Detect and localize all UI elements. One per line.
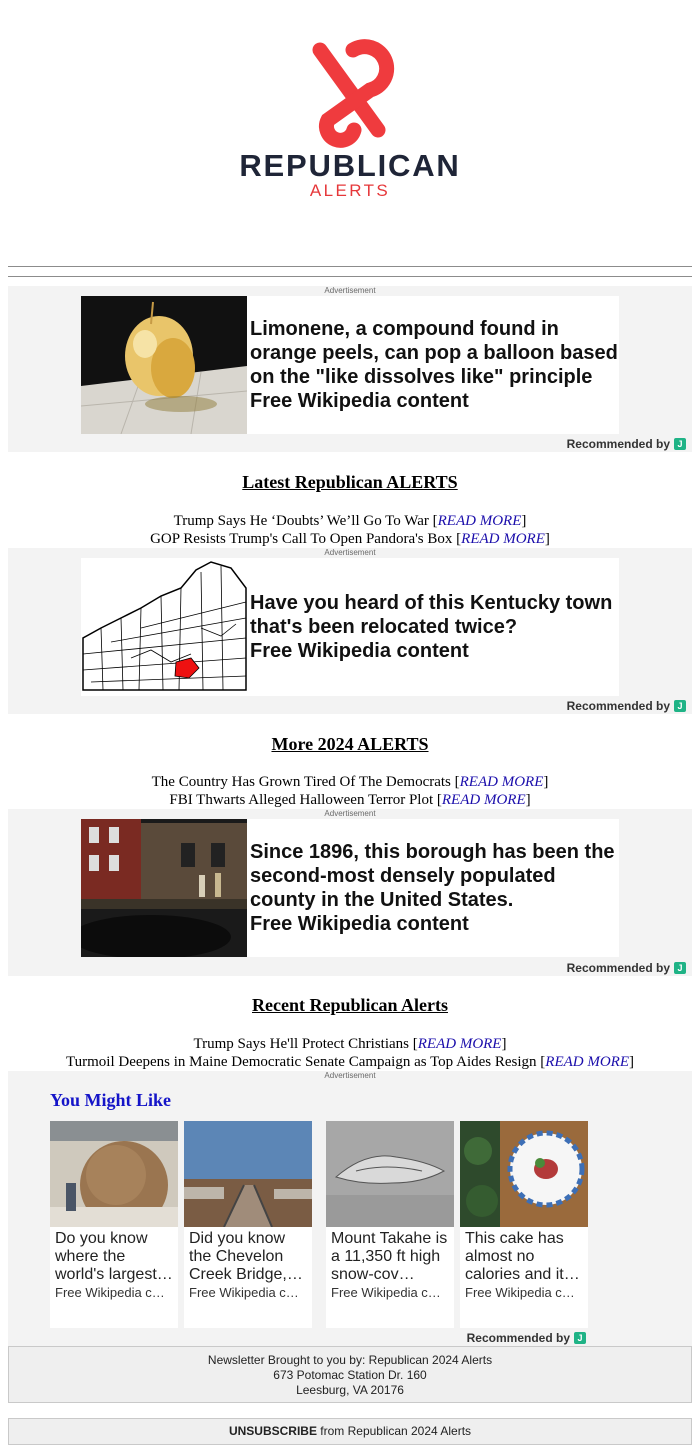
recommendation-tile[interactable] [460, 1121, 588, 1328]
tile-source: Free Wikipedia c… [465, 1285, 575, 1300]
tile-image-ball[interactable] [50, 1121, 178, 1227]
unsubscribe-keyword[interactable]: UNSUBSCRIBE [228, 1424, 317, 1438]
ad-label: Advertisement [324, 286, 376, 295]
recommended-label: Recommended by [566, 961, 670, 975]
ad-label: Advertisement [324, 548, 376, 557]
ad-source: Free Wikipedia content [250, 913, 469, 935]
ad-source: Free Wikipedia content [250, 390, 469, 412]
recommendation-tile[interactable] [326, 1121, 454, 1328]
ad-text[interactable] [250, 819, 618, 957]
recommender-logo-icon: J [674, 438, 686, 450]
news-item: Turmoil Deepens in Maine Democratic Senate Campaign as Top Aides Resign [READ MORE] [65, 1054, 635, 1070]
recommended-by[interactable] [567, 961, 686, 975]
recommender-logo-icon: J [574, 1332, 586, 1344]
newsletter-footer [8, 1346, 692, 1403]
recommender-logo-icon: J [674, 700, 686, 712]
ad-label: Advertisement [324, 809, 376, 818]
header-logo [0, 0, 700, 262]
ad-text[interactable] [250, 296, 618, 434]
read-more-link[interactable]: READ MORE [545, 1054, 630, 1070]
section-title-latest: Latest Republican ALERTS [242, 472, 458, 492]
recommended-by[interactable] [567, 437, 686, 451]
recommended-label: Recommended by [466, 1331, 570, 1345]
tile-source: Free Wikipedia c… [189, 1285, 299, 1300]
read-more-link[interactable]: READ MORE [459, 774, 544, 790]
news-item: FBI Thwarts Alleged Halloween Terror Plot [READ MORE] [169, 792, 531, 808]
recommended-label: Recommended by [566, 437, 670, 451]
recommender-logo-icon: J [674, 962, 686, 974]
ad-card-borough[interactable] [81, 819, 619, 957]
tile-image-bridge[interactable] [184, 1121, 312, 1227]
tile-source: Free Wikipedia c… [55, 1285, 165, 1300]
ad-card-kentucky[interactable] [81, 558, 619, 696]
you-might-like-widget [8, 1071, 692, 1346]
tile-headline[interactable]: Did you know the Chevelon Creek Bridge,… [189, 1230, 303, 1283]
ad-image-borough[interactable] [81, 819, 247, 957]
republican-alerts-logo-icon [298, 30, 402, 148]
ad-image-kentucky-map[interactable] [81, 558, 247, 696]
ad-block-2 [8, 548, 692, 714]
ad-label: Advertisement [324, 1071, 376, 1080]
news-headline: Trump Says He ‘Doubts’ We’ll Go To War [173, 513, 429, 529]
news-item: Trump Says He ‘Doubts’ We’ll Go To War [READ MORE] [173, 513, 527, 529]
news-headline: The Country Has Grown Tired Of The Democrats [151, 774, 451, 790]
tile-image-mountain[interactable] [326, 1121, 454, 1227]
read-more-link[interactable]: READ MORE [417, 1036, 502, 1052]
ad-headline[interactable]: Since 1896, this borough has been the second-most densely populated county in the United States. [250, 841, 615, 911]
ad-card-balloon[interactable] [81, 296, 619, 434]
tile-image-cake[interactable] [460, 1121, 588, 1227]
news-item: GOP Resists Trump's Call To Open Pandora's Box [READ MORE] [150, 531, 550, 547]
recommended-by[interactable] [467, 1331, 586, 1345]
news-item: The Country Has Grown Tired Of The Democrats [READ MORE] [151, 774, 549, 790]
unsubscribe-link[interactable] [8, 1418, 692, 1445]
divider [8, 276, 692, 277]
news-headline: GOP Resists Trump's Call To Open Pandora's Box [150, 531, 453, 547]
ad-headline[interactable]: Have you heard of this Kentucky town that's been relocated twice? [250, 592, 613, 638]
tile-headline[interactable]: Do you know where the world's largest… [55, 1230, 173, 1283]
ad-image-balloon[interactable] [81, 296, 247, 434]
read-more-link[interactable]: READ MORE [461, 531, 545, 547]
tile-headline[interactable]: This cake has almost no calories and it… [465, 1230, 580, 1283]
footer-address-line: 673 Potomac Station Dr. 160 [273, 1368, 427, 1382]
recommendation-tile[interactable] [184, 1121, 312, 1328]
divider [8, 266, 692, 267]
recommended-by[interactable] [567, 699, 686, 713]
news-headline: Turmoil Deepens in Maine Democratic Senate Campaign as Top Aides Resign [65, 1054, 537, 1070]
recommendation-tile[interactable] [50, 1121, 178, 1328]
tile-source: Free Wikipedia c… [331, 1285, 441, 1300]
footer-city-line: Leesburg, VA 20176 [296, 1383, 404, 1397]
you-might-like-title: You Might Like [50, 1090, 172, 1110]
recommended-label: Recommended by [566, 699, 670, 713]
brand-name: REPUBLICAN [239, 148, 461, 183]
ad-headline[interactable]: Limonene, a compound found in orange peels, can pop a balloon based on the "like dissolves like" principle [250, 318, 618, 388]
footer-sender: Newsletter Brought to you by: Republican 2024 Alerts [207, 1353, 493, 1367]
unsubscribe-text[interactable]: from Republican 2024 Alerts [316, 1424, 472, 1438]
ad-text[interactable] [250, 558, 618, 696]
news-item: Trump Says He'll Protect Christians [READ MORE] [193, 1036, 507, 1052]
ad-source: Free Wikipedia content [250, 640, 469, 662]
section-title-more: More 2024 ALERTS [271, 734, 429, 754]
news-headline: FBI Thwarts Alleged Halloween Terror Plot [169, 792, 437, 808]
ad-block-1 [8, 286, 692, 452]
read-more-link[interactable]: READ MORE [441, 792, 526, 808]
brand-subtitle: ALERTS [309, 181, 391, 200]
tile-headline[interactable]: Mount Takahe is a 11,350 ft high snow-cov… [331, 1230, 448, 1283]
ad-block-3 [8, 809, 692, 976]
read-more-link[interactable]: READ MORE [437, 513, 522, 529]
section-title-recent: Recent Republican Alerts [252, 995, 448, 1015]
news-headline: Trump Says He'll Protect Christians [193, 1036, 409, 1052]
